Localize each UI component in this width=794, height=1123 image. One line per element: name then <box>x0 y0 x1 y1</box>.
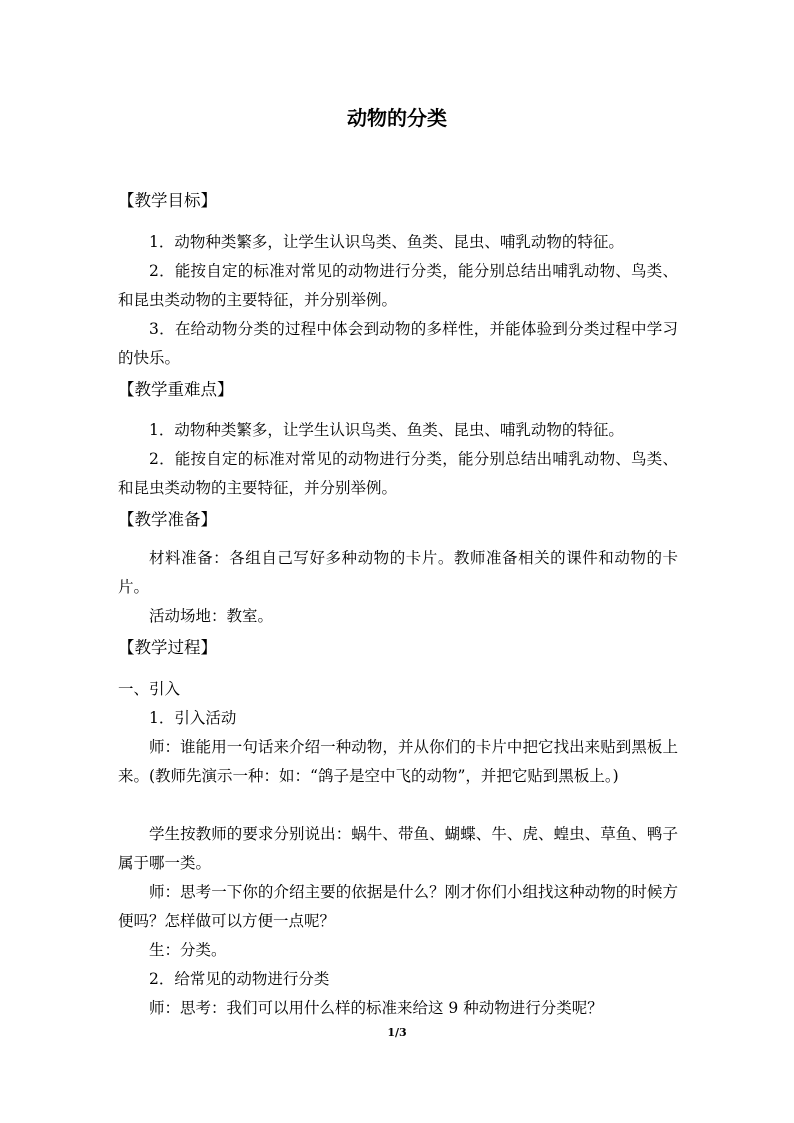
process-item: 师：思考一下你的介绍主要的依据是什么？刚才你们小组找这种动物的时候方便吗？怎样做可以方便一点呢？ <box>118 883 678 930</box>
process-part-heading: 一、引入 <box>118 680 181 698</box>
process-item: 1．引入活动 <box>149 709 237 727</box>
section-heading-process: 【教学过程】 <box>118 638 217 657</box>
key-point-item: 1．动物种类繁多，让学生认识鸟类、鱼类、昆虫、哺乳动物的特征。 <box>149 421 624 439</box>
section-heading-goals: 【教学目标】 <box>118 191 217 210</box>
process-item: 师：思考：我们可以用什么样的标准来给这 9 种动物进行分类呢？ <box>149 999 603 1017</box>
goal-item: 2．能按自定的标准对常见的动物进行分类，能分别总结出哺乳动物、鸟类、和昆虫类动物的主要特征，并分别举例。 <box>118 262 678 309</box>
key-point-item: 2．能按自定的标准对常见的动物进行分类，能分别总结出哺乳动物、鸟类、和昆虫类动物的主要特征，并分别举例。 <box>118 450 678 497</box>
page-number: 1/3 <box>387 1026 407 1039</box>
process-item: 学生按教师的要求分别说出：蜗牛、带鱼、蝴蝶、牛、虎、蝗虫、草鱼、鸭子属于哪一类。 <box>118 825 678 872</box>
goal-item: 1．动物种类繁多，让学生认识鸟类、鱼类、昆虫、哺乳动物的特征。 <box>149 233 624 251</box>
process-item: 2．给常见的动物进行分类 <box>149 970 330 988</box>
process-item: 师：谁能用一句话来介绍一种动物，并从你们的卡片中把它找出来贴到黑板上来。(教师先演示一种：如：“鸽子是空中飞的动物”，并把它贴到黑板上。) <box>118 738 678 785</box>
preparation-item: 活动场地：教室。 <box>149 607 274 625</box>
preparation-item: 材料准备：各组自己写好多种动物的卡片。教师准备相关的课件和动物的卡片。 <box>118 549 678 596</box>
section-heading-preparation: 【教学准备】 <box>118 510 217 529</box>
section-heading-key-points: 【教学重难点】 <box>118 380 234 399</box>
process-item: 生：分类。 <box>149 941 227 959</box>
goal-item: 3．在给动物分类的过程中体会到动物的多样性，并能体验到分类过程中学习的快乐。 <box>118 320 678 367</box>
document-title: 动物的分类 <box>347 106 447 130</box>
